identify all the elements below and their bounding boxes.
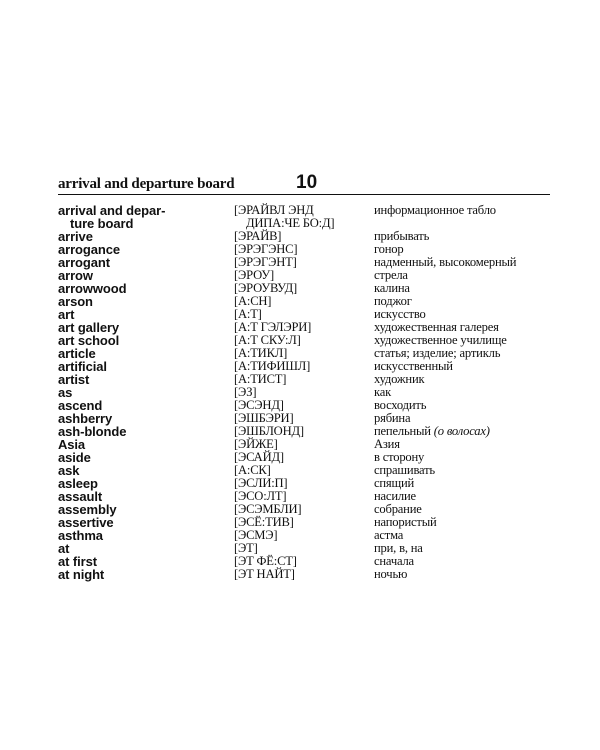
entry-translation-text: искусство [374,307,426,321]
entry-translation-text: спрашивать [374,463,435,477]
entry-transcription: [ЭТ ФЁ:СТ] [234,554,297,568]
dictionary-entry [58,568,550,581]
entry-transcription: ДИПА:ЧЕ БО:Д] [246,216,335,230]
entry-headword: arrogance [58,242,120,257]
entry-headword: ash-blonde [58,424,127,439]
entry-translation-text: прибывать [374,229,430,243]
entry-transcription: [А:СН] [234,294,272,308]
entry-translation-text: сначала [374,554,414,568]
dictionary-entry [58,516,550,529]
entry-transcription: [А:Т ГЭЛЭРИ] [234,320,312,334]
entry-translation-text: астма [374,528,404,542]
entry-translation-text: художественное училище [374,333,507,347]
entry-headword: Asia [58,437,86,452]
entry-headword: arson [58,294,93,309]
page-number: 10 [296,172,318,193]
dictionary-entry [58,269,550,282]
entry-transcription: [ЭШБЛОНД] [234,424,304,438]
dictionary-entry [58,282,550,295]
dictionary-entry [58,451,550,464]
entry-transcription: [ЭСЭМБЛИ] [234,502,302,516]
entry-headword: at night [58,567,105,582]
entry-translation-text: информационное табло [374,203,496,217]
entry-transcription: [ЭТ] [234,541,258,555]
entry-headword: ashberry [58,411,113,426]
entry-transcription: [ЭРЭГЭНТ] [234,255,297,269]
entry-headword: assault [58,489,103,504]
entry-translation-text: гонор [374,242,404,256]
entry-transcription: [А:Т СКУ:Л] [234,333,301,347]
dictionary-entry [58,256,550,269]
entry-transcription: [ЭЗ] [234,385,257,399]
entry-translation [374,568,407,581]
entry-headword: artist [58,372,90,387]
entry-headword: article [58,346,96,361]
entry-transcription: [ЭРАЙВ] [234,229,282,243]
dictionary-entry [58,438,550,451]
entry-translation-text: спящий [374,476,415,490]
entry-transcription: [ЭРАЙВЛ ЭНД [234,203,314,217]
entry-translation-text: поджог [374,294,412,308]
entry-translation-text: статья; изделие; артикль [374,346,501,360]
entry-transcription: [ЭСО:ЛТ] [234,489,287,503]
entry-translation-text: ночью [374,567,408,581]
entry-headword: arrival and depar- [58,203,166,218]
entry-transcription: [ЭТ НАЙТ] [234,567,295,581]
entry-translation-text: восходить [374,398,427,412]
dictionary-entry [58,373,550,386]
dictionary-entry [58,230,550,243]
dictionary-entry [58,425,550,438]
dictionary-entry [58,542,550,555]
entry-translation-text: стрела [374,268,408,282]
entry-headword: art gallery [58,320,120,335]
entry-translation-text: рябина [374,411,411,425]
dictionary-entries [58,204,550,581]
entry-transcription: [ЭСЭНД] [234,398,284,412]
entry-headword: art school [58,333,120,348]
entry-headword: arrogant [58,255,110,270]
entry-headword: asthma [58,528,103,543]
entry-headword: ascend [58,398,103,413]
entry-transcription: [А:ТИСТ] [234,372,287,386]
entry-usage-note: (о волосах) [433,424,490,438]
entry-transcription: [ЭРОУ] [234,268,274,282]
entry-translation-text: насилие [374,489,416,503]
entry-transcription: [А:СК] [234,463,271,477]
entry-translation-text: Азия [374,437,400,451]
entry-headword: arrow [58,268,93,283]
entry-transcription: [ЭСАЙД] [234,450,284,464]
dictionary-entry [58,555,550,568]
entry-transcription: [ЭЙЖЕ] [234,437,278,451]
entry-transcription: [ЭСЛИ:П] [234,476,288,490]
dictionary-entry [58,217,550,230]
entry-headword: ture board [70,216,134,231]
entry-headword: at [58,541,70,556]
header-divider [58,194,550,195]
entry-headword: asleep [58,476,98,491]
entry-headword: ask [58,463,80,478]
entry-translation-text: в сторону [374,450,425,464]
entry-headword: aside [58,450,91,465]
entry-headword: assertive [58,515,114,530]
entry-translation-text: искусственный [374,359,453,373]
entry-transcription: [ЭРЭГЭНС] [234,242,298,256]
dictionary-entry [58,295,550,308]
entry-headword: at first [58,554,97,569]
entry-headword: arrowwood [58,281,127,296]
entry-headword: art [58,307,75,322]
entry-transcription: [ЭСЁ:ТИВ] [234,515,294,529]
entry-translation-text: надменный, высокомерный [374,255,517,269]
entry-translation-text: как [374,385,392,399]
dictionary-entry [58,386,550,399]
running-head: arrival and departure board [58,176,235,192]
dictionary-entry [58,360,550,373]
entry-transcription: [А:Т] [234,307,262,321]
dictionary-entry [58,529,550,542]
entry-translation-text: собрание [374,502,422,516]
entry-headword: arrive [58,229,93,244]
dictionary-entry [58,503,550,516]
entry-translation-text: при, в, на [374,541,423,555]
dictionary-entry [58,464,550,477]
entry-translation-text: пепельный [374,424,431,438]
entry-translation-text: напористый [374,515,437,529]
entry-transcription: [А:ТИФИШЛ] [234,359,311,373]
entry-translation-text: художник [374,372,425,386]
entry-transcription: [ЭРОУВУД] [234,281,297,295]
entry-translation-text: калина [374,281,410,295]
entry-translation-text: художественная галерея [374,320,499,334]
entry-transcription: [ЭШБЭРИ] [234,411,294,425]
dictionary-entry [58,490,550,503]
entry-headword: artificial [58,359,107,374]
dictionary-entry [58,477,550,490]
entry-transcription: [ЭСМЭ] [234,528,278,542]
dictionary-entry [58,399,550,412]
entry-transcription: [А:ТИКЛ] [234,346,288,360]
entry-headword: as [58,385,73,400]
entry-translation [374,204,496,217]
entry-headword: assembly [58,502,117,517]
